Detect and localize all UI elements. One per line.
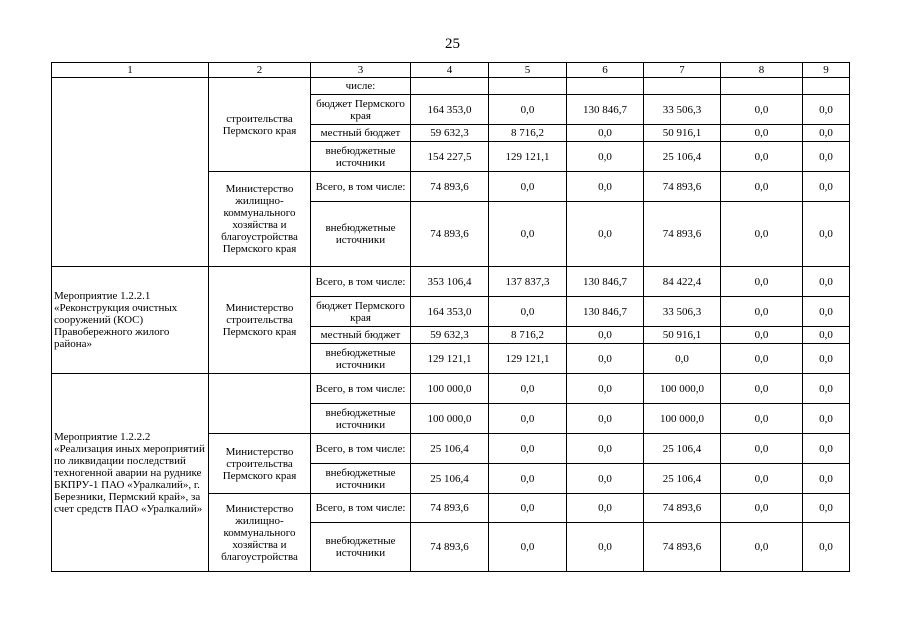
value-cell: 0,0: [567, 344, 644, 374]
source-cell: Всего, в том числе:: [311, 434, 411, 464]
value-cell: 0,0: [803, 434, 850, 464]
value-cell: 74 893,6: [644, 494, 721, 523]
value-cell: 0,0: [567, 172, 644, 202]
value-cell: 130 846,7: [567, 95, 644, 125]
value-cell: 0,0: [721, 142, 803, 172]
source-cell: Всего, в том числе:: [311, 374, 411, 404]
source-cell: внебюджетные источники: [311, 202, 411, 267]
executor-cell: Министерство строительства Пермского края: [209, 267, 311, 374]
value-cell: 0,0: [489, 464, 567, 494]
source-cell: внебюджетные источники: [311, 344, 411, 374]
source-cell: бюджет Пермского края: [311, 95, 411, 125]
value-cell: 74 893,6: [411, 172, 489, 202]
value-cell: 0,0: [489, 434, 567, 464]
value-cell: 0,0: [567, 125, 644, 142]
value-cell: 0,0: [803, 267, 850, 297]
value-cell: 0,0: [567, 523, 644, 572]
value-cell: [721, 78, 803, 95]
value-cell: 74 893,6: [411, 523, 489, 572]
value-cell: 0,0: [489, 297, 567, 327]
value-cell: 0,0: [721, 95, 803, 125]
value-cell: 0,0: [721, 267, 803, 297]
value-cell: 25 106,4: [411, 464, 489, 494]
value-cell: 130 846,7: [567, 297, 644, 327]
value-cell: 0,0: [489, 494, 567, 523]
value-cell: 0,0: [721, 464, 803, 494]
source-cell: внебюджетные источники: [311, 142, 411, 172]
table-row: [52, 78, 850, 95]
value-cell: 59 632,3: [411, 125, 489, 142]
source-cell: внебюджетные источники: [311, 464, 411, 494]
source-cell: Всего, в том числе:: [311, 172, 411, 202]
value-cell: 0,0: [567, 434, 644, 464]
value-cell: 0,0: [803, 95, 850, 125]
value-cell: 0,0: [803, 202, 850, 267]
value-cell: 84 422,4: [644, 267, 721, 297]
value-cell: 0,0: [721, 202, 803, 267]
value-cell: 74 893,6: [644, 172, 721, 202]
value-cell: 25 106,4: [644, 142, 721, 172]
value-cell: 0,0: [721, 374, 803, 404]
value-cell: 0,0: [721, 523, 803, 572]
source-cell: Всего, в том числе:: [311, 494, 411, 523]
value-cell: 0,0: [803, 404, 850, 434]
activity-cell: [52, 78, 209, 267]
value-cell: 74 893,6: [644, 523, 721, 572]
value-cell: 0,0: [567, 327, 644, 344]
value-cell: 0,0: [803, 523, 850, 572]
value-cell: 129 121,1: [489, 142, 567, 172]
value-cell: 100 000,0: [644, 404, 721, 434]
value-cell: 0,0: [567, 374, 644, 404]
value-cell: 8 716,2: [489, 125, 567, 142]
value-cell: 0,0: [803, 297, 850, 327]
value-cell: 0,0: [803, 125, 850, 142]
value-cell: 100 000,0: [411, 374, 489, 404]
activity-cell: Мероприятие 1.2.2.2 «Реализация иных мероприятий по ликвидации последствий техногенной аварии на руднике БКПРУ-1 ПАО «Уралкалий», г. Березники, Пермский край», за счет средств ПАО «Уралкалий»: [52, 374, 209, 572]
value-cell: 0,0: [489, 95, 567, 125]
value-cell: [567, 78, 644, 95]
value-cell: 25 106,4: [644, 434, 721, 464]
header-cell: 3: [311, 63, 411, 78]
value-cell: 0,0: [803, 327, 850, 344]
value-cell: 0,0: [489, 202, 567, 267]
value-cell: 74 893,6: [411, 202, 489, 267]
header-cell: 9: [803, 63, 850, 78]
budget-table: [51, 62, 850, 572]
value-cell: 0,0: [721, 297, 803, 327]
header-cell: 2: [209, 63, 311, 78]
value-cell: 33 506,3: [644, 95, 721, 125]
value-cell: [411, 78, 489, 95]
source-cell: бюджет Пермского края: [311, 297, 411, 327]
value-cell: 33 506,3: [644, 297, 721, 327]
value-cell: 50 916,1: [644, 327, 721, 344]
value-cell: [489, 78, 567, 95]
value-cell: [803, 78, 850, 95]
value-cell: 0,0: [567, 494, 644, 523]
value-cell: 154 227,5: [411, 142, 489, 172]
source-cell: местный бюджет: [311, 327, 411, 344]
source-cell: числе:: [311, 78, 411, 95]
value-cell: 0,0: [803, 494, 850, 523]
executor-cell: Министерство строительства Пермского края: [209, 434, 311, 494]
value-cell: 0,0: [721, 434, 803, 464]
executor-cell: [209, 374, 311, 434]
table-row: [52, 374, 850, 404]
value-cell: 0,0: [721, 125, 803, 142]
value-cell: 0,0: [644, 344, 721, 374]
page-number: 25: [445, 36, 460, 52]
value-cell: 130 846,7: [567, 267, 644, 297]
value-cell: 0,0: [489, 523, 567, 572]
value-cell: 74 893,6: [644, 202, 721, 267]
value-cell: 353 106,4: [411, 267, 489, 297]
value-cell: 137 837,3: [489, 267, 567, 297]
header-cell: 7: [644, 63, 721, 78]
table-row: [52, 267, 850, 297]
value-cell: 100 000,0: [644, 374, 721, 404]
header-cell: 6: [567, 63, 644, 78]
value-cell: 0,0: [489, 374, 567, 404]
executor-cell: Министерство жилищно-коммунального хозяйства и благоустройства: [209, 494, 311, 572]
header-cell: 5: [489, 63, 567, 78]
value-cell: 129 121,1: [411, 344, 489, 374]
header-cell: 1: [52, 63, 209, 78]
value-cell: 0,0: [567, 202, 644, 267]
value-cell: 129 121,1: [489, 344, 567, 374]
source-cell: Всего, в том числе:: [311, 267, 411, 297]
value-cell: 0,0: [489, 404, 567, 434]
source-cell: внебюджетные источники: [311, 404, 411, 434]
value-cell: 0,0: [721, 494, 803, 523]
value-cell: 0,0: [721, 404, 803, 434]
value-cell: 0,0: [803, 142, 850, 172]
value-cell: 0,0: [721, 327, 803, 344]
value-cell: 8 716,2: [489, 327, 567, 344]
header-cell: 8: [721, 63, 803, 78]
value-cell: 0,0: [803, 172, 850, 202]
value-cell: 0,0: [489, 172, 567, 202]
value-cell: 100 000,0: [411, 404, 489, 434]
value-cell: 0,0: [803, 344, 850, 374]
value-cell: 0,0: [567, 464, 644, 494]
value-cell: 164 353,0: [411, 95, 489, 125]
value-cell: 50 916,1: [644, 125, 721, 142]
value-cell: 164 353,0: [411, 297, 489, 327]
source-cell: местный бюджет: [311, 125, 411, 142]
value-cell: 0,0: [721, 172, 803, 202]
value-cell: 25 106,4: [644, 464, 721, 494]
value-cell: 0,0: [803, 464, 850, 494]
header-cell: 4: [411, 63, 489, 78]
value-cell: 0,0: [567, 142, 644, 172]
value-cell: 0,0: [567, 404, 644, 434]
value-cell: 59 632,3: [411, 327, 489, 344]
value-cell: 25 106,4: [411, 434, 489, 464]
value-cell: 74 893,6: [411, 494, 489, 523]
executor-cell: Министерство жилищно-коммунального хозяйства и благоустройства Пермского края: [209, 172, 311, 267]
executor-cell: строительства Пермского края: [209, 78, 311, 172]
header-row: [52, 63, 850, 78]
source-cell: внебюджетные источники: [311, 523, 411, 572]
value-cell: 0,0: [721, 344, 803, 374]
value-cell: 0,0: [803, 374, 850, 404]
activity-cell: Мероприятие 1.2.2.1 «Реконструкция очистных сооружений (КОС) Правобережного жилого района»: [52, 267, 209, 374]
value-cell: [644, 78, 721, 95]
